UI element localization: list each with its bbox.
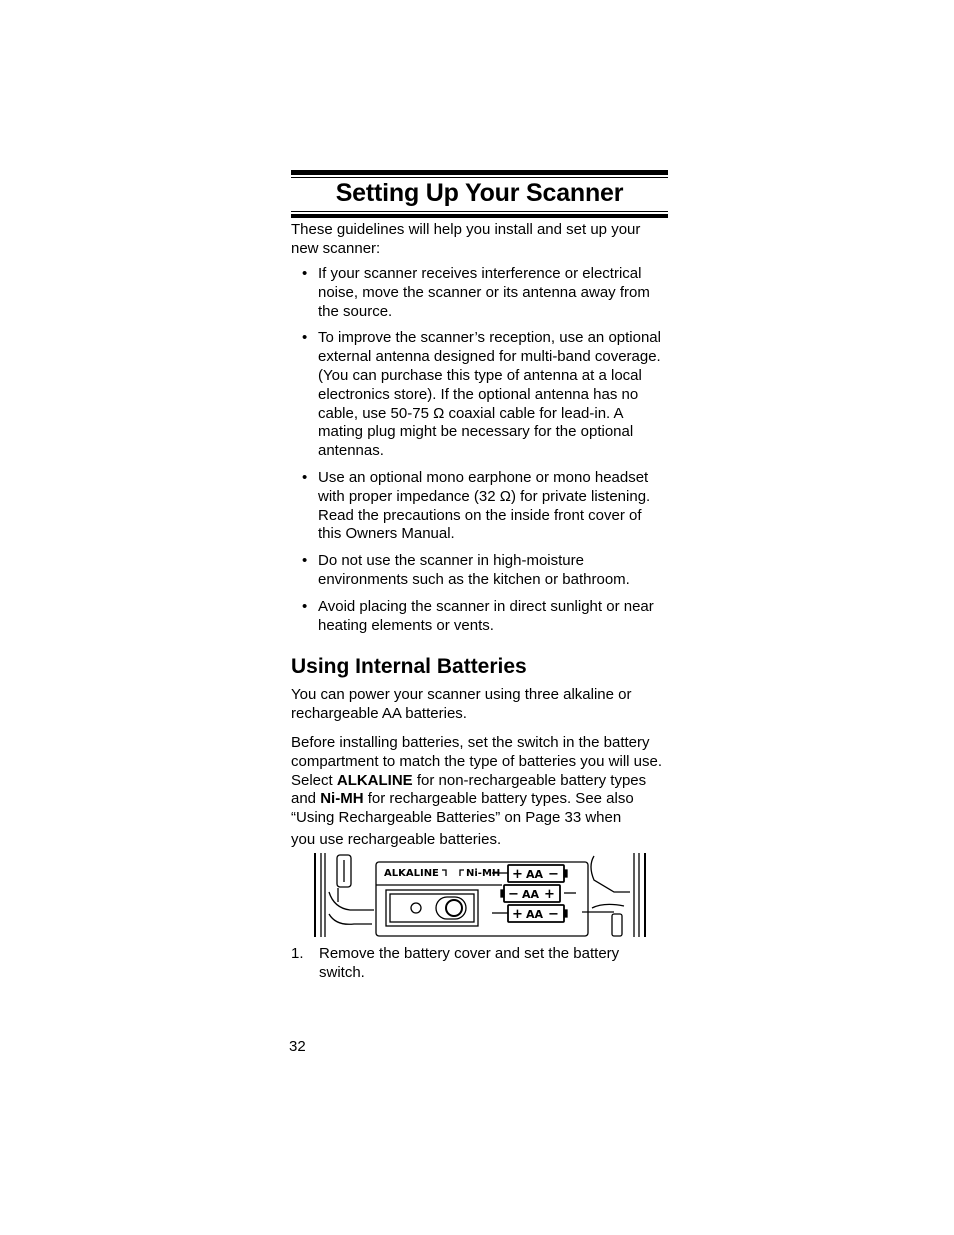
battery-compartment-drawing (312, 852, 648, 938)
battery-2-plus: + (544, 887, 555, 902)
label-alkaline: ALKALINE (384, 868, 439, 879)
bullet-marker: • (302, 468, 308, 486)
paragraph-text: You can power your scanner using three alkaline or rechargeable AA batteries. (291, 686, 632, 722)
title-rule-top (291, 170, 668, 178)
label-nimh: Ni-MH (466, 868, 501, 879)
batteries-paragraph-1 (291, 686, 668, 724)
battery-3-minus: − (548, 907, 559, 922)
list-item-text: Avoid placing the scanner in direct sunlight or near heating elements or vents. (318, 597, 654, 634)
intro-paragraph (291, 221, 668, 259)
list-item (291, 329, 668, 461)
batteries-paragraph-2 (291, 734, 668, 850)
bullet-marker: • (302, 552, 308, 570)
text-run: Before installing batteries, set the switch in the battery compartment to match the type of batteries you will use. Select (291, 734, 663, 789)
battery-2-label: AA (522, 888, 540, 901)
battery-3-label: AA (526, 908, 544, 921)
list-item-text: Use an optional mono earphone or mono headset with proper impedance (32 Ω) for private listening. Read the precautions on the inside front cover of this Owners Manual. (318, 468, 651, 543)
battery-2-minus: − (508, 887, 519, 902)
paragraph-text (291, 734, 668, 850)
guideline-list (291, 265, 668, 643)
intro-text: These guidelines will help you install and set up your new scanner: (291, 221, 641, 257)
list-item (291, 598, 668, 636)
step-text: Remove the battery cover and set the battery switch. (319, 945, 620, 981)
page-number: 32 (289, 1038, 306, 1055)
page-title: Setting Up Your Scanner (335, 179, 624, 207)
battery-1-label: AA (526, 868, 544, 881)
nimh-term: Ni-MH (320, 790, 364, 808)
title-rule-bottom (291, 211, 668, 218)
bullet-marker: • (302, 329, 308, 347)
bullet-marker: • (302, 597, 308, 615)
list-item-text: Do not use the scanner in high-moisture environments such as the kitchen or bathroom. (318, 552, 630, 588)
step-number: 1. (291, 945, 304, 962)
battery-1-minus: − (548, 867, 559, 882)
section-heading: Using Internal Batteries (291, 655, 527, 678)
list-item (291, 552, 668, 590)
list-item (291, 265, 668, 321)
text-run: for non-rechargeable battery types and (291, 771, 647, 808)
bullet-marker: • (302, 265, 308, 282)
battery-compartment-illustration (312, 852, 648, 938)
alkaline-term: ALKALINE (336, 771, 413, 789)
list-item (291, 469, 668, 544)
battery-1-plus: + (512, 867, 523, 882)
list-item-text: If your scanner receives interference or electrical noise, move the scanner or its antenna away from the source. (318, 265, 650, 320)
list-item-text: To improve the scanner’s reception, use an optional external antenna designed for multi-band coverage. (You can purchase this type of antenna at a local electronics store). If the optional antenna has no cable, use 50-75 Ω coaxial cable for lead-in. A mating plug might be necessary for the optional antennas. (318, 329, 661, 460)
text-run: you use rechargeable batteries. (291, 830, 502, 848)
battery-3-plus: + (512, 907, 523, 922)
text-run: for rechargeable battery types. See also “Using Rechargeable Batteries” on Page 33 when (291, 790, 634, 827)
step-item (291, 945, 668, 983)
